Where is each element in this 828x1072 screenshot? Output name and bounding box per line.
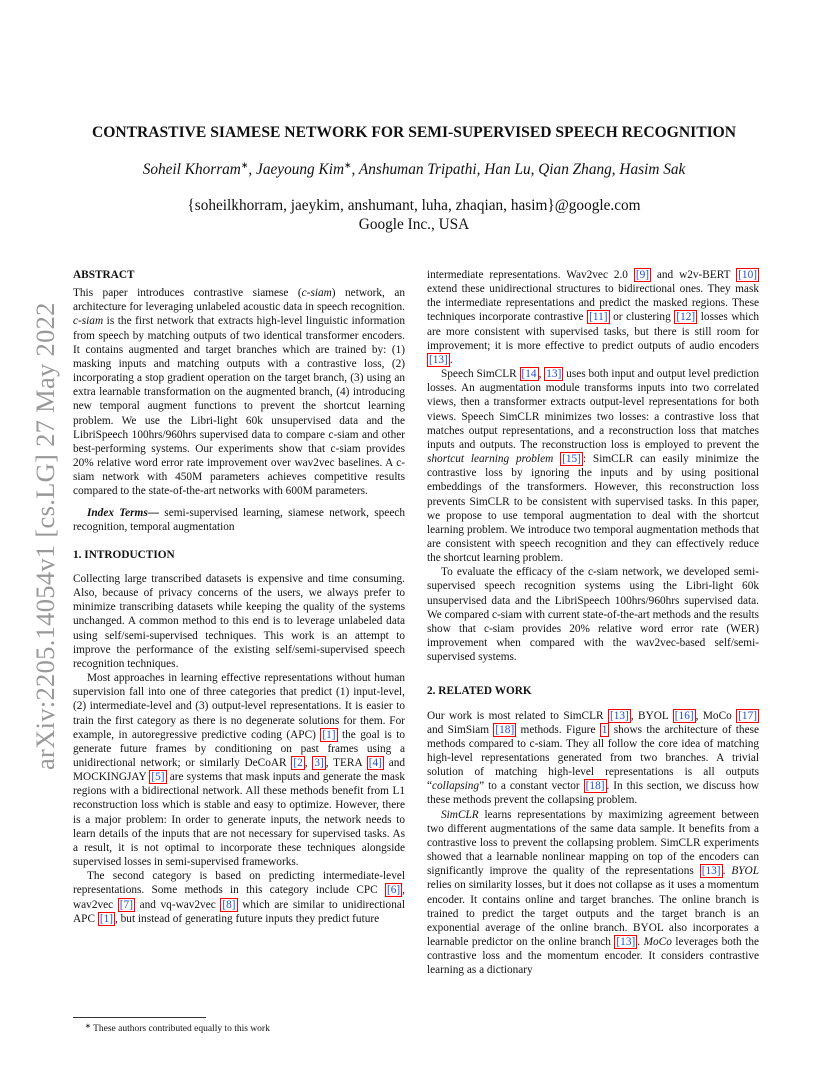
- emphasis-text: SimCLR: [441, 808, 479, 821]
- body-paragraph: SimCLR learns representations by maximizing agreement between two different augmentations of the same data sample. It benefits from a contrastive loss to prevent the collapsing problem. SimCLR experiments showed that a learnable nonlinear mapping on top of the encoders can significantly improve the quality of the representations [13] . BYOL relies on similarity losses, but it does not collapse as it uses a momentum encoder. It contains online and target branches. The online branch is trained to predict the target outputs and the target branch is an exponential average of the online branch. BYOL also incorporates a learnable predictor on the online branch [13] . MoCo leverages both the contrastive loss and the momentum encoder. It considers contrastive learning as a dictionary: [427, 808, 759, 977]
- body-paragraph: Index Terms— semi-supervised learning, siamese network, speech recognition, temporal augmentation: [73, 506, 405, 533]
- citation-link[interactable]: [13]: [616, 936, 636, 949]
- citation-link[interactable]: [9]: [635, 269, 650, 281]
- citation-link[interactable]: [16]: [674, 709, 694, 722]
- citation-link[interactable]: 13]: [546, 368, 562, 381]
- citation-link[interactable]: [7]: [119, 898, 133, 911]
- paper-title: CONTRASTIVE SIAMESE NETWORK FOR SEMI-SUPERVISED SPEECH RECOGNITION: [91, 124, 737, 141]
- author-list: [60, 160, 768, 179]
- left-column: [73, 268, 405, 926]
- emphasis-text: Index Terms—: [87, 506, 160, 519]
- citation-link[interactable]: [1]: [99, 912, 113, 925]
- citation-link[interactable]: [4]: [368, 757, 382, 769]
- citation-link[interactable]: [10]: [738, 269, 757, 281]
- author-affiliation: Google Inc., USA: [358, 216, 470, 233]
- citation-link[interactable]: [12]: [676, 311, 696, 324]
- citation-link[interactable]: 3]: [314, 757, 324, 769]
- section-heading: 1. INTRODUCTION: [73, 548, 175, 561]
- body-paragraph: Collecting large transcribed datasets is expensive and time consuming. Also, because of privacy concerns of the users, we always prefer to minimize transcribing datasets while keeping the quality of the systems unchanged. A common method to this end is to leverage unlabeled data using self/semi-supervised techniques. This work is an attempt to improve the performance of the existing self/semi-supervised speech recognition techniques.: [73, 572, 405, 670]
- section-heading: ABSTRACT: [73, 269, 135, 281]
- citation-link[interactable]: [13]: [701, 865, 721, 878]
- citation-link[interactable]: [18]: [585, 780, 605, 793]
- emphasis-text: c-siam: [73, 315, 104, 328]
- emphasis-text: BYOL: [731, 865, 759, 878]
- citation-link[interactable]: [17]: [738, 709, 757, 722]
- citation-link[interactable]: [13]: [429, 353, 448, 366]
- citation-link[interactable]: [5]: [151, 771, 165, 784]
- citation-link[interactable]: [15]: [562, 453, 581, 466]
- emphasis-text: shortcut learning problem: [427, 453, 554, 466]
- body-paragraph: This paper introduces contrastive siamese (c-siam) network, an architecture for leveraging unlabeled acoustic data in speech recognition. c-siam is the first network that extracts high-level linguistic information from speech by matching outputs of two identical transformer encoders. It contains augmented and target branches which are trained by: (1) masking inputs and matching outputs with a contrastive loss, (2) incorporating a stop gradient operation on the target branch, (3) using an extra learnable transformation on the augmented branch, (4) introducing new temporal augment functions to prevent the shortcut learning problem. We use the Libri-light 60k unsupervised data and the LibriSpeech 100hrs/960hrs supervised data to compare c-siam and other best-performing systems. Our experiments show that c-siam provides 20% relative word error rate improvement over wav2vec baselines. A c-siam network with 450M parameters achieves competitive results compared to the state-of-the-art networks with 600M parameters.: [73, 287, 406, 498]
- citation-link[interactable]: [8]: [222, 898, 236, 911]
- body-paragraph: To evaluate the efficacy of the c-siam network, we developed semi-supervised speech recognition systems using the Libri-light 60k unsupervised data and the LibriSpeech 100hrs/960hrs supervised data. We compared c-siam with current state-of-the-art methods and the results show that c-siam provides 20% relative word error rate (WER) improvement when compared with the wav2vec-based self/semi-supervised systems.: [427, 566, 759, 664]
- body-paragraph: Our work is most related to SimCLR [13] , BYOL [16] , MoCo [17] and SimSiam [18] methods. Figure 1 shows the architecture of these methods compared to c-siam. They all follow the core idea of matching high-level representations generated from two branches. A trivial solution of matching high-level representations is all outputs “collapsing” to a constant vector [18] . In this section, we discuss how these methods prevent the collapsing problem.: [427, 709, 760, 807]
- footnote: ∗ These authors contributed equally to this work: [85, 1022, 270, 1034]
- arxiv-identifier-text: arXiv:2205.14054v1 [cs.LG] 27 May 2022: [30, 302, 60, 770]
- emphasis-text: c-siam: [301, 287, 332, 300]
- emphasis-text: collapsing: [432, 780, 480, 793]
- body-paragraph: The second category is based on predicting intermediate-level representations. Some methods in this category include CPC [6] , wav2vec [7] and vq-wav2vec [8] which are similar to unidirectional APC [1] , but instead of generating future inputs they predict future: [73, 870, 405, 925]
- emphasis-text: [87, 507, 159, 519]
- citation-link[interactable]: [11]: [589, 311, 608, 324]
- author-emails: {soheilkhorram, jaeykim, anshumant, luha, zhaqian, hasim}@google.com: [187, 197, 641, 214]
- author-names: Soheil Khorram∗, Jaeyoung Kim∗, Anshuman Tripathi, Han Lu, Qian Zhang, Hasim Sak: [142, 160, 686, 179]
- body-paragraph: intermediate representations. Wav2vec 2.0 [9] and w2v-BERT [10] extend these unidirectional structures to bidirectional ones. They mask the intermediate representations and predict the masked regions. These techniques incorporate contrastive [11] or clustering [12] losses which are more consistent with supervised tasks, but there is still room for improvement; it is more effective to predict outputs of audio encoders [13] .: [427, 269, 759, 366]
- citation-link[interactable]: [18]: [495, 723, 515, 736]
- emphasis-text: MoCo: [643, 936, 672, 949]
- arxiv-identifier: [22, 270, 62, 770]
- section-heading: 2. RELATED WORK: [427, 685, 532, 698]
- citation-link[interactable]: [14: [521, 368, 537, 381]
- right-column: [427, 268, 759, 978]
- citation-link[interactable]: [2: [293, 757, 303, 769]
- citation-link[interactable]: [6]: [386, 884, 401, 897]
- citation-link[interactable]: [1]: [322, 728, 336, 741]
- body-paragraph: Speech SimCLR [14 , 13] uses both input and output level prediction losses. An augmentation module transforms inputs into two correlated views, then a transformer extracts output-level representations for both views. Speech SimCLR minimizes two losses: a contrastive loss that matches output representations, and a reconstruction loss that matches inputs and outputs. The reconstruction loss is employed to prevent the shortcut learning problem [15] : SimCLR can easily minimize the contrastive loss by ignoring the inputs and by using positional embeddings of the transformers. However, this reconstruction loss prevents SimCLR to be consistent with supervised tasks. In this paper, we propose to use temporal augmentation to deal with the shortcut learning problem. We introduce two temporal augmentation methods that are consistent with speech recognition and they can effectively reduce the shortcut learning problem.: [427, 368, 760, 565]
- citation-link[interactable]: [13]: [609, 709, 629, 722]
- citation-link[interactable]: 1: [601, 723, 608, 736]
- body-paragraph: Most approaches in learning effective representations without human supervision fall into one of three categories that predict (1) input-level, (2) intermediate-level and (3) output-level representations. It is easier to train the first category as there is no degenerate solutions for them. For example, in autoregressive predictive coding (APC) [1] the goal is to generate future frames by conditioning on past frames using a unidirectional network; or similarly DeCoAR [2 , 3] , TERA [4] and MOCKINGJAY [5] are systems that mask inputs and generate the mask regions with a bidirectional network. All these methods benefit from L1 reconstruction loss which is stable and easy to optimize. However, there is a major problem: In order to generate inputs, the network needs to learn details of the inputs that are not necessary for supervised tasks. As a result, it is not optimal to incorporate these techniques alongside supervised losses in semi-supervised frameworks.: [73, 672, 406, 869]
- footnote-rule: [73, 1017, 206, 1018]
